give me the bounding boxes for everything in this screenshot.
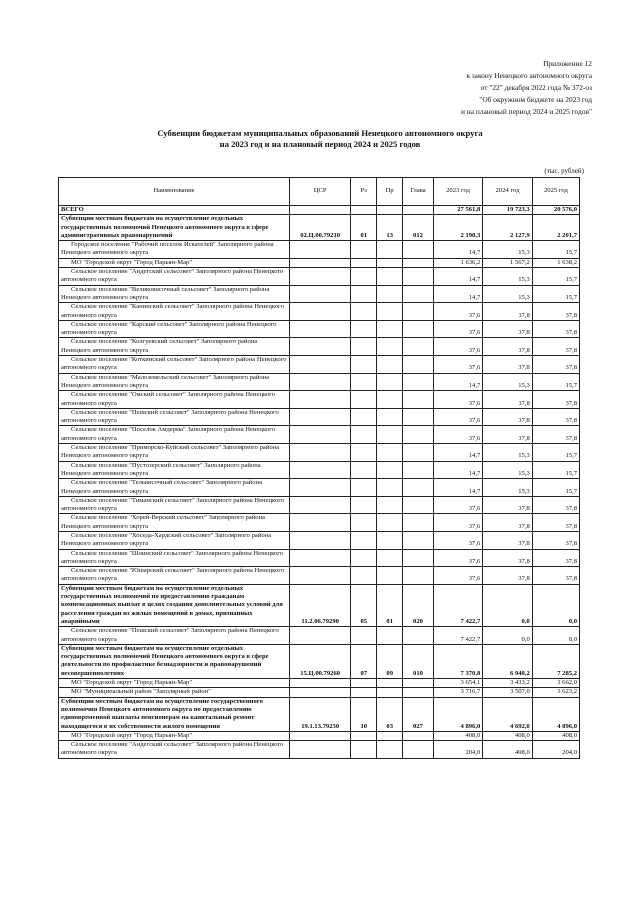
table-row (59, 479, 580, 497)
cell-csr (290, 426, 351, 444)
cell-name: МО "Муниципальный район "Заполярный район" (59, 688, 290, 697)
cell-glava (403, 338, 434, 356)
table-row (59, 320, 580, 338)
table-row-total (59, 206, 580, 215)
cell-2025: 15,7 (532, 285, 579, 303)
cell-2023: 7 370,8 (433, 644, 483, 678)
subventions-table (58, 177, 580, 759)
table-row-total (59, 697, 580, 731)
cell-glava (403, 426, 434, 444)
cell-2025: 15,7 (532, 373, 579, 391)
cell-csr (290, 567, 351, 585)
cell-2023: 37,6 (433, 356, 483, 374)
cell-csr (290, 268, 351, 286)
cell-2023: 2 190,3 (433, 215, 483, 241)
cell-glava (403, 731, 434, 740)
cell-csr: 15.Ц.00.79260 (290, 644, 351, 678)
cell-2024: 15,3 (483, 461, 533, 479)
cell-csr (290, 731, 351, 740)
cell-name: Сельское поселение "Андегский сельсовет" Заполярного района Ненецкого автономного округа (59, 741, 290, 759)
cell-2025: 20 576,0 (532, 206, 579, 215)
cell-2025: 0,0 (532, 627, 579, 645)
cell-2023: 37,6 (433, 408, 483, 426)
cell-csr (290, 688, 351, 697)
cell-rz (351, 496, 377, 514)
cell-2023: 7 422,7 (433, 584, 483, 626)
cell-rz (351, 241, 377, 259)
table-row (59, 338, 580, 356)
cell-rz (351, 303, 377, 321)
cell-2025: 7 285,2 (532, 644, 579, 678)
cell-2024: 3 433,2 (483, 679, 533, 688)
cell-glava (403, 373, 434, 391)
cell-2023: 37,6 (433, 531, 483, 549)
cell-glava (403, 479, 434, 497)
cell-glava (403, 303, 434, 321)
cell-pr (377, 627, 403, 645)
cell-csr (290, 531, 351, 549)
cell-2024: 37,8 (483, 320, 533, 338)
table-row (59, 567, 580, 585)
cell-name: Сельское поселение "Карский сельсовет" Заполярного района Ненецкого автономного округа (59, 320, 290, 338)
cell-2023: 3 654,1 (433, 679, 483, 688)
cell-name: Сельское поселение "Тельвисочный сельсовет" Заполярного района Ненецкого автономного округа (59, 479, 290, 497)
cell-2023: 14,7 (433, 461, 483, 479)
cell-2024: 15,3 (483, 479, 533, 497)
cell-pr (377, 320, 403, 338)
header-csr: ЦСР (290, 178, 351, 206)
cell-2025: 37,8 (532, 426, 579, 444)
table-row (59, 241, 580, 259)
table-row (59, 688, 580, 697)
cell-pr (377, 408, 403, 426)
cell-2025: 15,7 (532, 444, 579, 462)
table-row (59, 461, 580, 479)
cell-glava (403, 531, 434, 549)
table-row-total (59, 644, 580, 678)
header-rz: Рз (351, 178, 377, 206)
appendix-line-5: и на плановый период 2024 и 2025 годов" (460, 107, 592, 116)
table-row (59, 549, 580, 567)
cell-name: Сельское поселение "Поселок Амдерма" Заполярного района Ненецкого автономного округа (59, 426, 290, 444)
cell-pr (377, 688, 403, 697)
cell-2023: 37,6 (433, 514, 483, 532)
cell-2025: 37,8 (532, 391, 579, 409)
cell-csr (290, 303, 351, 321)
cell-glava: 027 (403, 697, 434, 731)
cell-glava (403, 679, 434, 688)
cell-2025: 204,0 (532, 741, 579, 759)
cell-csr (290, 258, 351, 267)
cell-glava (403, 408, 434, 426)
cell-2024: 408,0 (483, 731, 533, 740)
cell-glava: 010 (403, 644, 434, 678)
cell-csr (290, 444, 351, 462)
cell-2023: 37,6 (433, 338, 483, 356)
header-2023: 2023 год (433, 178, 483, 206)
cell-rz (351, 549, 377, 567)
cell-pr (377, 206, 403, 215)
cell-glava (403, 206, 434, 215)
cell-name: Субвенции местным бюджетам на осуществление государственного полномочия Ненецкого автономного округа по предоставлению единовременной выплаты пенсионерам на капитальный ремонт находящегося в их собственности жилого помещения (59, 697, 290, 731)
cell-2025: 15,7 (532, 268, 579, 286)
appendix-line-4: "Об окружном бюджете на 2023 год (479, 95, 592, 104)
table-row (59, 741, 580, 759)
cell-csr (290, 356, 351, 374)
cell-pr (377, 285, 403, 303)
cell-2023: 37,6 (433, 320, 483, 338)
cell-glava (403, 688, 434, 697)
cell-rz (351, 285, 377, 303)
cell-pr (377, 356, 403, 374)
cell-csr (290, 741, 351, 759)
cell-2023: 37,6 (433, 496, 483, 514)
cell-2023: 37,6 (433, 549, 483, 567)
cell-2025: 37,8 (532, 408, 579, 426)
cell-glava (403, 320, 434, 338)
cell-name: Сельское поселение "Великовисочный сельсовет" Заполярного района Ненецкого автономного округа (59, 285, 290, 303)
cell-name: Сельское поселение "Коткинский сельсовет" Заполярного района Ненецкого автономного округа (59, 356, 290, 374)
cell-rz (351, 426, 377, 444)
table-row-total (59, 584, 580, 626)
cell-2024: 37,8 (483, 514, 533, 532)
cell-2024: 4 692,0 (483, 697, 533, 731)
cell-glava (403, 444, 434, 462)
table-row (59, 268, 580, 286)
cell-pr (377, 741, 403, 759)
table-row (59, 285, 580, 303)
table-row (59, 731, 580, 740)
cell-2024: 0,0 (483, 627, 533, 645)
cell-2025: 408,0 (532, 731, 579, 740)
cell-2023: 4 896,0 (433, 697, 483, 731)
cell-2024: 37,8 (483, 391, 533, 409)
header-2025: 2025 год (532, 178, 579, 206)
cell-rz (351, 338, 377, 356)
cell-rz (351, 356, 377, 374)
cell-pr (377, 391, 403, 409)
cell-2024: 2 127,9 (483, 215, 533, 241)
document-title (60, 128, 580, 150)
cell-rz (351, 679, 377, 688)
table-row (59, 373, 580, 391)
cell-glava (403, 356, 434, 374)
cell-2023: 37,6 (433, 567, 483, 585)
appendix-line-3: от "22" декабря 2022 года № 372-оз (480, 83, 592, 92)
cell-csr: 11.2.06.79290 (290, 584, 351, 626)
cell-2024: 408,0 (483, 741, 533, 759)
appendix-line-2: к закону Ненецкого автономного округа (466, 71, 592, 80)
cell-name: Городское поселение "Рабочий поселок Искателей" Заполярного района Ненецкого автономного округа (59, 241, 290, 259)
cell-pr (377, 479, 403, 497)
cell-name: Сельское поселение "Хорей-Верский сельсовет" Заполярного района Ненецкого автономного округа (59, 514, 290, 532)
cell-2023: 14,7 (433, 373, 483, 391)
cell-2025: 15,7 (532, 461, 579, 479)
cell-2023: 1 636,2 (433, 258, 483, 267)
appendix-line-1: Приложение 12 (543, 59, 592, 68)
cell-2024: 15,3 (483, 241, 533, 259)
cell-rz (351, 627, 377, 645)
header-name: Наименование (59, 178, 290, 206)
cell-csr (290, 285, 351, 303)
cell-2025: 15,7 (532, 241, 579, 259)
table-row (59, 531, 580, 549)
cell-name: Субвенции местным бюджетам на осуществление отдельных государственных полномочий по предоставлению гражданам компенсационных выплат в целях создания дополнительных условий для расселения граждан из жилых помещений в домах, признанных аварийными (59, 584, 290, 626)
cell-rz (351, 567, 377, 585)
cell-2024: 6 940,2 (483, 644, 533, 678)
cell-2024: 19 723,3 (483, 206, 533, 215)
header-pr: Пр (377, 178, 403, 206)
table-row (59, 514, 580, 532)
cell-glava: 020 (403, 584, 434, 626)
table-row (59, 258, 580, 267)
cell-2024: 0,0 (483, 584, 533, 626)
cell-csr (290, 479, 351, 497)
cell-2024: 37,8 (483, 303, 533, 321)
table-row-total (59, 215, 580, 241)
cell-pr (377, 268, 403, 286)
cell-csr (290, 679, 351, 688)
cell-pr (377, 241, 403, 259)
cell-2024: 1 567,2 (483, 258, 533, 267)
cell-pr: 09 (377, 644, 403, 678)
cell-rz (351, 741, 377, 759)
cell-rz (351, 391, 377, 409)
cell-2024: 15,3 (483, 444, 533, 462)
cell-2025: 15,7 (532, 479, 579, 497)
cell-pr (377, 426, 403, 444)
cell-pr (377, 444, 403, 462)
cell-name: Субвенции местным бюджетам на осуществление отдельных государственных полномочий Ненецкого автономного округа в сфере административных правонарушений (59, 215, 290, 241)
header-glava: Глава (403, 178, 434, 206)
cell-2024: 37,8 (483, 408, 533, 426)
cell-2025: 37,8 (532, 320, 579, 338)
cell-rz: 05 (351, 584, 377, 626)
title-line-2: на 2023 год и на плановый период 2024 и 2025 годов (219, 139, 421, 149)
cell-name: ВСЕГО (59, 206, 290, 215)
cell-2024: 37,8 (483, 496, 533, 514)
cell-name: Сельское поселение "Канинский сельсовет" Заполярного района Ненецкого автономного округа (59, 303, 290, 321)
cell-2025: 4 896,0 (532, 697, 579, 731)
cell-name: Сельское поселение "Пешский сельсовет" Заполярного района Ненецкого автономного округа (59, 627, 290, 645)
cell-2023: 14,7 (433, 241, 483, 259)
units-label: (тыс. рублей) (544, 167, 584, 175)
cell-2023: 14,7 (433, 285, 483, 303)
cell-2025: 37,8 (532, 356, 579, 374)
cell-rz (351, 731, 377, 740)
cell-name: Сельское поселение "Колгуевский сельсовет" Заполярного района Ненецкого автономного округа (59, 338, 290, 356)
cell-rz (351, 444, 377, 462)
table-header-row (59, 178, 580, 206)
cell-pr (377, 496, 403, 514)
table-row (59, 444, 580, 462)
cell-glava (403, 741, 434, 759)
cell-rz (351, 373, 377, 391)
cell-pr (377, 514, 403, 532)
cell-2025: 0,0 (532, 584, 579, 626)
cell-csr (290, 496, 351, 514)
cell-pr (377, 373, 403, 391)
cell-2025: 3 623,2 (532, 688, 579, 697)
table-row (59, 679, 580, 688)
cell-name: Сельское поселение "Омский сельсовет" Заполярного района Ненецкого автономного округа (59, 391, 290, 409)
cell-csr (290, 373, 351, 391)
cell-2025: 37,8 (532, 303, 579, 321)
table-body (59, 206, 580, 759)
cell-rz (351, 531, 377, 549)
cell-2024: 37,8 (483, 567, 533, 585)
cell-2025: 37,8 (532, 496, 579, 514)
cell-glava (403, 285, 434, 303)
cell-2025: 1 638,2 (532, 258, 579, 267)
cell-2023: 7 422,7 (433, 627, 483, 645)
cell-name: Сельское поселение "Приморско-Куйский сельсовет" Заполярного района Ненецкого автономного округа (59, 444, 290, 462)
cell-csr (290, 241, 351, 259)
cell-glava (403, 241, 434, 259)
cell-2024: 3 507,0 (483, 688, 533, 697)
cell-glava (403, 258, 434, 267)
cell-pr (377, 338, 403, 356)
cell-csr (290, 206, 351, 215)
cell-name: МО "Городской округ "Город Нарьян-Мар" (59, 731, 290, 740)
table-row (59, 627, 580, 645)
cell-rz (351, 408, 377, 426)
cell-name: МО "Городской округ "Город Нарьян-Мар" (59, 679, 290, 688)
cell-csr (290, 627, 351, 645)
cell-pr (377, 567, 403, 585)
cell-2025: 37,8 (532, 531, 579, 549)
cell-pr (377, 303, 403, 321)
cell-rz (351, 461, 377, 479)
cell-pr: 13 (377, 215, 403, 241)
cell-pr (377, 531, 403, 549)
table-row (59, 391, 580, 409)
cell-2025: 37,8 (532, 338, 579, 356)
cell-2024: 37,8 (483, 338, 533, 356)
cell-2024: 15,3 (483, 373, 533, 391)
cell-2023: 14,7 (433, 479, 483, 497)
cell-name: Сельское поселение "Юшарский сельсовет" Заполярного района Ненецкого автономного округа (59, 567, 290, 585)
cell-csr (290, 320, 351, 338)
cell-2025: 3 662,0 (532, 679, 579, 688)
cell-2025: 37,8 (532, 567, 579, 585)
cell-name: МО "Городской округ "Город Нарьян-Мар" (59, 258, 290, 267)
cell-2023: 408,0 (433, 731, 483, 740)
cell-glava (403, 268, 434, 286)
cell-2023: 37,6 (433, 303, 483, 321)
cell-rz (351, 258, 377, 267)
cell-2024: 15,3 (483, 285, 533, 303)
cell-name: Сельское поселение "Пустозерский сельсовет" Заполярного района Ненецкого автономного округа (59, 461, 290, 479)
cell-2025: 2 201,7 (532, 215, 579, 241)
cell-name: Сельское поселение "Андегский сельсовет" Заполярного района Ненецкого автономного округа (59, 268, 290, 286)
cell-2023: 3 716,7 (433, 688, 483, 697)
cell-rz: 10 (351, 697, 377, 731)
table-row (59, 426, 580, 444)
cell-pr: 03 (377, 697, 403, 731)
cell-pr (377, 549, 403, 567)
cell-glava (403, 549, 434, 567)
title-line-1: Субвенции бюджетам муниципальных образований Ненецкого автономного округа (157, 128, 483, 138)
cell-2024: 37,8 (483, 356, 533, 374)
cell-2024: 37,8 (483, 549, 533, 567)
cell-rz (351, 320, 377, 338)
cell-rz: 07 (351, 644, 377, 678)
table-row (59, 496, 580, 514)
cell-name: Сельское поселение "Тиманский сельсовет" Заполярного района Ненецкого автономного округа (59, 496, 290, 514)
cell-pr (377, 731, 403, 740)
table-row (59, 408, 580, 426)
cell-name: Субвенции местным бюджетам на осуществление отдельных государственных полномочий Ненецкого автономного округа в сфере деятельности по профилактике безнадзорности и правонарушений несовершеннолетних (59, 644, 290, 678)
cell-2025: 37,8 (532, 549, 579, 567)
cell-2025: 37,8 (532, 514, 579, 532)
cell-csr: 19.1.13.79230 (290, 697, 351, 731)
cell-2023: 14,7 (433, 268, 483, 286)
cell-2024: 37,8 (483, 426, 533, 444)
table-row (59, 356, 580, 374)
cell-csr (290, 461, 351, 479)
cell-csr (290, 338, 351, 356)
cell-2023: 27 561,8 (433, 206, 483, 215)
cell-2023: 14,7 (433, 444, 483, 462)
cell-rz (351, 688, 377, 697)
cell-2023: 37,6 (433, 391, 483, 409)
cell-glava (403, 496, 434, 514)
cell-csr (290, 408, 351, 426)
cell-rz (351, 514, 377, 532)
cell-pr (377, 258, 403, 267)
header-2024: 2024 год (483, 178, 533, 206)
cell-pr (377, 679, 403, 688)
cell-pr (377, 461, 403, 479)
cell-glava: 012 (403, 215, 434, 241)
cell-2024: 15,3 (483, 268, 533, 286)
appendix-block (332, 58, 592, 118)
cell-rz (351, 268, 377, 286)
cell-2023: 37,6 (433, 426, 483, 444)
cell-csr (290, 549, 351, 567)
cell-name: Сельское поселение "Шоинский сельсовет" Заполярного района Ненецкого автономного округа (59, 549, 290, 567)
cell-name: Сельское поселение "Хоседа-Хардский сельсовет" Заполярного района Ненецкого автономного округа (59, 531, 290, 549)
cell-rz: 01 (351, 215, 377, 241)
cell-rz (351, 479, 377, 497)
cell-glava (403, 567, 434, 585)
cell-csr: 02.Ц.00.79210 (290, 215, 351, 241)
table-row (59, 303, 580, 321)
cell-glava (403, 461, 434, 479)
cell-2024: 37,8 (483, 531, 533, 549)
cell-glava (403, 627, 434, 645)
cell-csr (290, 391, 351, 409)
cell-2023: 204,0 (433, 741, 483, 759)
cell-name: Сельское поселение "Малоземельский сельсовет" Заполярного района Ненецкого автономного округа (59, 373, 290, 391)
cell-glava (403, 514, 434, 532)
cell-rz (351, 206, 377, 215)
cell-pr: 01 (377, 584, 403, 626)
cell-glava (403, 391, 434, 409)
cell-name: Сельское поселение "Пешский сельсовет" Заполярного района Ненецкого автономного округа (59, 408, 290, 426)
cell-csr (290, 514, 351, 532)
